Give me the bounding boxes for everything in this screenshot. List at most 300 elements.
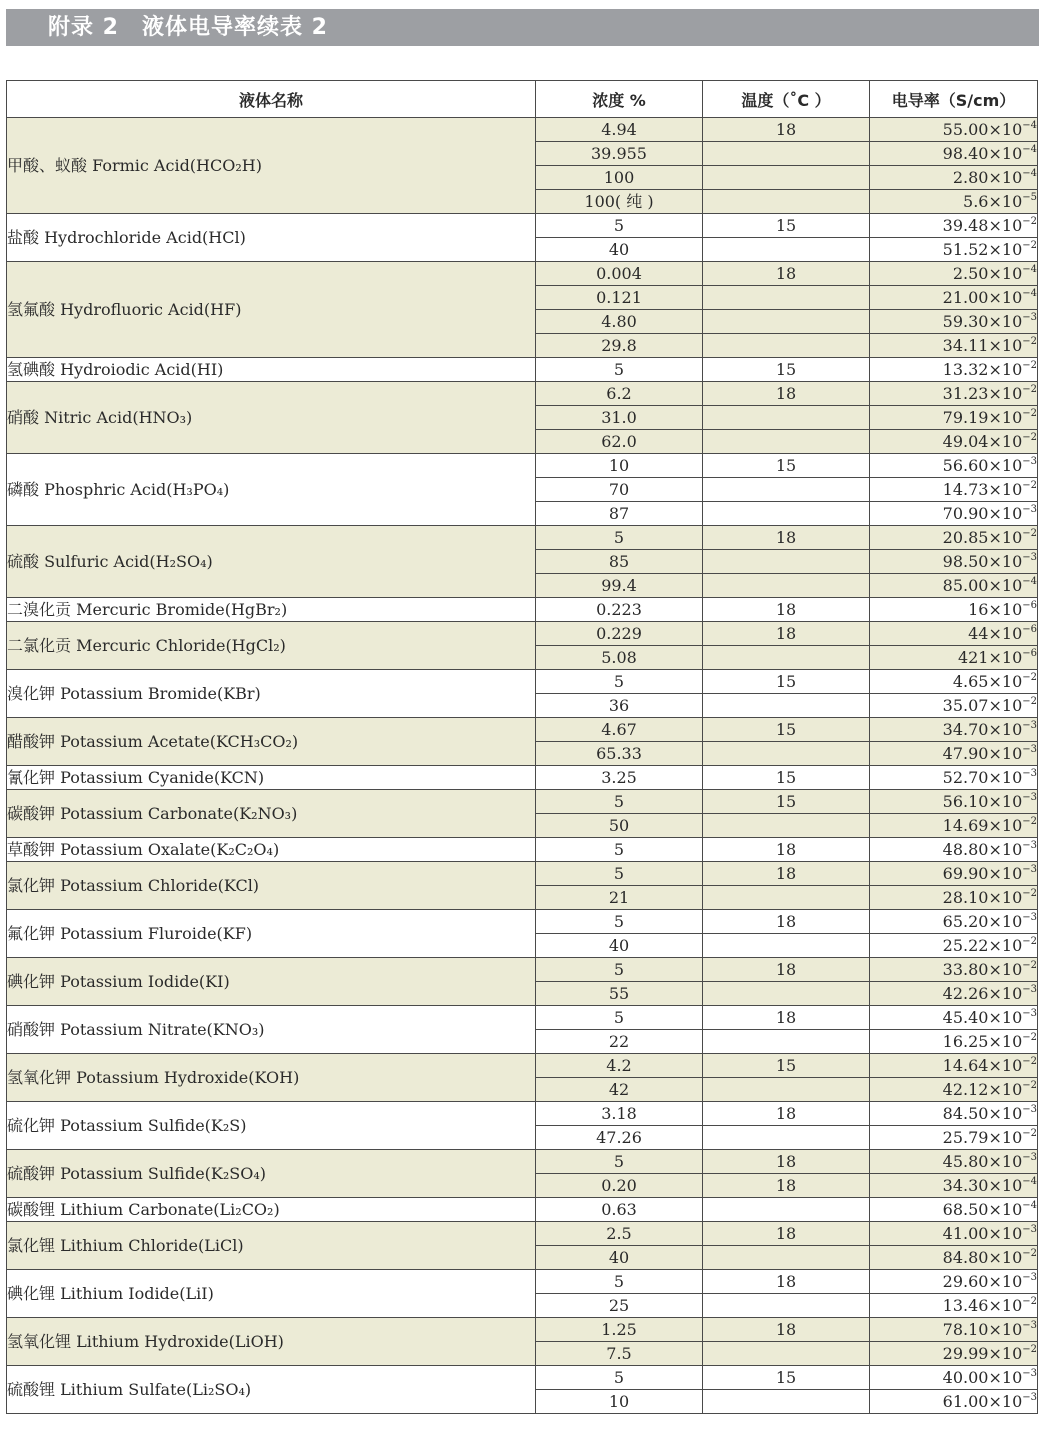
temperature-cell bbox=[703, 1294, 870, 1318]
concentration-cell: 5.08 bbox=[536, 646, 703, 670]
table-row bbox=[7, 1102, 1038, 1126]
table-row bbox=[7, 1366, 1038, 1390]
conductivity-mantissa: 70.90 bbox=[942, 504, 989, 523]
times-ten: ×10 bbox=[988, 624, 1023, 643]
concentration-cell: 31.0 bbox=[536, 406, 703, 430]
conductivity-exponent: −3 bbox=[1022, 504, 1037, 515]
conductivity-exponent: −4 bbox=[1022, 1200, 1037, 1211]
liquid-name: 磷酸 Phosphric Acid(H₃PO₄) bbox=[7, 454, 536, 526]
temperature-cell bbox=[703, 982, 870, 1006]
times-ten: ×10 bbox=[988, 1200, 1023, 1219]
concentration-cell: 0.20 bbox=[536, 1174, 703, 1198]
table-row bbox=[7, 262, 1038, 286]
times-ten: ×10 bbox=[988, 168, 1023, 187]
concentration-cell: 5 bbox=[536, 1270, 703, 1294]
temperature-cell bbox=[703, 190, 870, 214]
conductivity-cell bbox=[870, 334, 1038, 358]
table-row bbox=[7, 670, 1038, 694]
page-title: 附录 2 液体电导率续表 2 bbox=[48, 15, 328, 40]
concentration-cell: 5 bbox=[536, 862, 703, 886]
concentration-cell: 55 bbox=[536, 982, 703, 1006]
conductivity-mantissa: 56.60 bbox=[942, 456, 989, 475]
header-conductivity: 电导率（S/cm） bbox=[870, 81, 1038, 118]
temperature-cell bbox=[703, 694, 870, 718]
table-row bbox=[7, 526, 1038, 550]
conductivity-exponent: −2 bbox=[1022, 408, 1037, 419]
concentration-cell: 2.5 bbox=[536, 1222, 703, 1246]
conductivity-cell bbox=[870, 1174, 1038, 1198]
concentration-cell: 4.80 bbox=[536, 310, 703, 334]
conductivity-cell bbox=[870, 262, 1038, 286]
temperature-cell: 15 bbox=[703, 214, 870, 238]
temperature-cell: 18 bbox=[703, 1150, 870, 1174]
conductivity-exponent: −2 bbox=[1022, 888, 1037, 899]
conductivity-cell bbox=[870, 910, 1038, 934]
temperature-cell bbox=[703, 1198, 870, 1222]
temperature-cell: 15 bbox=[703, 1054, 870, 1078]
concentration-cell: 39.955 bbox=[536, 142, 703, 166]
concentration-cell: 0.004 bbox=[536, 262, 703, 286]
conductivity-mantissa: 25.22 bbox=[942, 936, 989, 955]
conductivity-cell bbox=[870, 670, 1038, 694]
temperature-cell: 15 bbox=[703, 718, 870, 742]
concentration-cell: 21 bbox=[536, 886, 703, 910]
times-ten: ×10 bbox=[988, 192, 1023, 211]
temperature-cell: 15 bbox=[703, 1366, 870, 1390]
conductivity-mantissa: 52.70 bbox=[942, 768, 989, 787]
conductivity-exponent: −3 bbox=[1022, 1392, 1037, 1403]
times-ten: ×10 bbox=[988, 1248, 1023, 1267]
times-ten: ×10 bbox=[988, 1320, 1023, 1339]
conductivity-exponent: −2 bbox=[1022, 1080, 1037, 1091]
conductivity-cell bbox=[870, 790, 1038, 814]
concentration-cell: 29.8 bbox=[536, 334, 703, 358]
conductivity-exponent: −2 bbox=[1022, 1032, 1037, 1043]
temperature-cell: 18 bbox=[703, 1174, 870, 1198]
conductivity-mantissa: 2.50 bbox=[952, 264, 989, 283]
times-ten: ×10 bbox=[988, 504, 1023, 523]
conductivity-mantissa: 79.19 bbox=[942, 408, 989, 427]
temperature-cell bbox=[703, 1030, 870, 1054]
conductivity-mantissa: 421 bbox=[957, 648, 989, 667]
concentration-cell: 40 bbox=[536, 1246, 703, 1270]
times-ten: ×10 bbox=[988, 1032, 1023, 1051]
concentration-cell: 47.26 bbox=[536, 1126, 703, 1150]
conductivity-mantissa: 34.70 bbox=[942, 720, 989, 739]
conductivity-mantissa: 13.32 bbox=[942, 360, 989, 379]
conductivity-exponent: −3 bbox=[1022, 1104, 1037, 1115]
times-ten: ×10 bbox=[988, 312, 1023, 331]
concentration-cell: 99.4 bbox=[536, 574, 703, 598]
conductivity-exponent: −3 bbox=[1022, 720, 1037, 731]
conductivity-cell bbox=[870, 574, 1038, 598]
conductivity-exponent: −2 bbox=[1022, 336, 1037, 347]
conductivity-mantissa: 33.80 bbox=[942, 960, 989, 979]
conductivity-mantissa: 45.40 bbox=[942, 1008, 989, 1027]
concentration-cell: 3.25 bbox=[536, 766, 703, 790]
conductivity-exponent: −3 bbox=[1022, 864, 1037, 875]
conductivity-mantissa: 35.07 bbox=[942, 696, 989, 715]
conductivity-mantissa: 34.11 bbox=[942, 336, 989, 355]
temperature-cell: 18 bbox=[703, 910, 870, 934]
conductivity-cell bbox=[870, 1222, 1038, 1246]
liquid-name: 碘化钾 Potassium Iodide(KI) bbox=[7, 958, 536, 1006]
liquid-name: 碳酸钾 Potassium Carbonate(K₂NO₃) bbox=[7, 790, 536, 838]
table-row bbox=[7, 766, 1038, 790]
conductivity-exponent: −3 bbox=[1022, 984, 1037, 995]
table-row bbox=[7, 958, 1038, 982]
temperature-cell bbox=[703, 478, 870, 502]
times-ten: ×10 bbox=[988, 216, 1023, 235]
conductivity-exponent: −6 bbox=[1022, 648, 1037, 659]
conductivity-cell bbox=[870, 166, 1038, 190]
conductivity-exponent: −3 bbox=[1022, 768, 1037, 779]
temperature-cell bbox=[703, 430, 870, 454]
times-ten: ×10 bbox=[988, 1272, 1023, 1291]
times-ten: ×10 bbox=[988, 528, 1023, 547]
conductivity-exponent: −3 bbox=[1022, 744, 1037, 755]
times-ten: ×10 bbox=[988, 1080, 1023, 1099]
times-ten: ×10 bbox=[988, 1104, 1023, 1123]
concentration-cell: 5 bbox=[536, 1366, 703, 1390]
temperature-cell: 18 bbox=[703, 526, 870, 550]
times-ten: ×10 bbox=[988, 432, 1023, 451]
temperature-cell bbox=[703, 286, 870, 310]
times-ten: ×10 bbox=[988, 552, 1023, 571]
conductivity-cell bbox=[870, 286, 1038, 310]
times-ten: ×10 bbox=[988, 240, 1023, 259]
concentration-cell: 7.5 bbox=[536, 1342, 703, 1366]
conductivity-mantissa: 31.23 bbox=[942, 384, 989, 403]
times-ten: ×10 bbox=[988, 1224, 1023, 1243]
conductivity-cell bbox=[870, 886, 1038, 910]
conductivity-cell bbox=[870, 1006, 1038, 1030]
conductivity-cell bbox=[870, 934, 1038, 958]
conductivity-mantissa: 14.73 bbox=[942, 480, 989, 499]
temperature-cell bbox=[703, 406, 870, 430]
conductivity-exponent: −3 bbox=[1022, 912, 1037, 923]
liquid-name: 氢氟酸 Hydrofluoric Acid(HF) bbox=[7, 262, 536, 358]
conductivity-exponent: −2 bbox=[1022, 1128, 1037, 1139]
table-row bbox=[7, 1150, 1038, 1174]
times-ten: ×10 bbox=[988, 288, 1023, 307]
times-ten: ×10 bbox=[988, 1056, 1023, 1075]
concentration-cell: 10 bbox=[536, 454, 703, 478]
conductivity-exponent: −2 bbox=[1022, 432, 1037, 443]
conductivity-exponent: −4 bbox=[1022, 288, 1037, 299]
conductivity-cell bbox=[870, 118, 1038, 142]
temperature-cell bbox=[703, 886, 870, 910]
liquid-name: 硫酸钾 Potassium Sulfide(K₂SO₄) bbox=[7, 1150, 536, 1198]
concentration-cell: 5 bbox=[536, 1006, 703, 1030]
temperature-cell bbox=[703, 1126, 870, 1150]
conductivity-exponent: −2 bbox=[1022, 384, 1037, 395]
conductivity-mantissa: 16 bbox=[968, 600, 989, 619]
temperature-cell bbox=[703, 1078, 870, 1102]
concentration-cell: 3.18 bbox=[536, 1102, 703, 1126]
table-row bbox=[7, 862, 1038, 886]
conductivity-exponent: −2 bbox=[1022, 480, 1037, 491]
conductivity-mantissa: 29.60 bbox=[942, 1272, 989, 1291]
conductivity-mantissa: 40.00 bbox=[942, 1368, 989, 1387]
conductivity-mantissa: 55.00 bbox=[942, 120, 989, 139]
conductivity-exponent: −2 bbox=[1022, 1296, 1037, 1307]
conductivity-exponent: −3 bbox=[1022, 312, 1037, 323]
temperature-cell: 18 bbox=[703, 598, 870, 622]
concentration-cell: 4.67 bbox=[536, 718, 703, 742]
conductivity-mantissa: 56.10 bbox=[942, 792, 989, 811]
times-ten: ×10 bbox=[988, 1344, 1023, 1363]
times-ten: ×10 bbox=[988, 984, 1023, 1003]
temperature-cell: 18 bbox=[703, 118, 870, 142]
conductivity-cell bbox=[870, 1270, 1038, 1294]
conductivity-exponent: −4 bbox=[1022, 576, 1037, 587]
times-ten: ×10 bbox=[988, 264, 1023, 283]
conductivity-mantissa: 13.46 bbox=[942, 1296, 989, 1315]
conductivity-table bbox=[6, 80, 1038, 1414]
conductivity-exponent: −3 bbox=[1022, 456, 1037, 467]
temperature-cell bbox=[703, 1390, 870, 1414]
conductivity-cell bbox=[870, 1198, 1038, 1222]
temperature-cell bbox=[703, 142, 870, 166]
conductivity-mantissa: 21.00 bbox=[942, 288, 989, 307]
concentration-cell: 4.94 bbox=[536, 118, 703, 142]
times-ten: ×10 bbox=[988, 456, 1023, 475]
conductivity-mantissa: 98.40 bbox=[942, 144, 989, 163]
liquid-name: 氯化锂 Lithium Chloride(LiCl) bbox=[7, 1222, 536, 1270]
table-row bbox=[7, 382, 1038, 406]
conductivity-cell bbox=[870, 526, 1038, 550]
table-body bbox=[7, 118, 1038, 1414]
conductivity-mantissa: 16.25 bbox=[942, 1032, 989, 1051]
conductivity-cell bbox=[870, 622, 1038, 646]
concentration-cell: 0.223 bbox=[536, 598, 703, 622]
temperature-cell bbox=[703, 934, 870, 958]
times-ten: ×10 bbox=[988, 672, 1023, 691]
temperature-cell: 18 bbox=[703, 382, 870, 406]
times-ten: ×10 bbox=[988, 912, 1023, 931]
liquid-name: 碳酸锂 Lithium Carbonate(Li₂CO₂) bbox=[7, 1198, 536, 1222]
conductivity-exponent: −2 bbox=[1022, 528, 1037, 539]
concentration-cell: 40 bbox=[536, 934, 703, 958]
temperature-cell: 18 bbox=[703, 838, 870, 862]
conductivity-exponent: −3 bbox=[1022, 1368, 1037, 1379]
conductivity-cell bbox=[870, 646, 1038, 670]
header-temperature: 温度（˚C ） bbox=[703, 81, 870, 118]
conductivity-mantissa: 45.80 bbox=[942, 1152, 989, 1171]
conductivity-mantissa: 85.00 bbox=[942, 576, 989, 595]
times-ten: ×10 bbox=[988, 816, 1023, 835]
concentration-cell: 0.63 bbox=[536, 1198, 703, 1222]
conductivity-cell bbox=[870, 838, 1038, 862]
table-header-row bbox=[7, 81, 1038, 118]
conductivity-exponent: −3 bbox=[1022, 1320, 1037, 1331]
concentration-cell: 25 bbox=[536, 1294, 703, 1318]
liquid-name: 氢氧化钾 Potassium Hydroxide(KOH) bbox=[7, 1054, 536, 1102]
times-ten: ×10 bbox=[988, 864, 1023, 883]
header-concentration: 浓度 % bbox=[536, 81, 703, 118]
conductivity-mantissa: 84.80 bbox=[942, 1248, 989, 1267]
concentration-cell: 5 bbox=[536, 790, 703, 814]
temperature-cell: 15 bbox=[703, 454, 870, 478]
concentration-cell: 87 bbox=[536, 502, 703, 526]
concentration-cell: 70 bbox=[536, 478, 703, 502]
table-row bbox=[7, 910, 1038, 934]
times-ten: ×10 bbox=[988, 792, 1023, 811]
temperature-cell bbox=[703, 742, 870, 766]
conductivity-mantissa: 98.50 bbox=[942, 552, 989, 571]
times-ten: ×10 bbox=[988, 480, 1023, 499]
liquid-name: 氯化钾 Potassium Chloride(KCl) bbox=[7, 862, 536, 910]
times-ten: ×10 bbox=[988, 768, 1023, 787]
temperature-cell: 18 bbox=[703, 622, 870, 646]
conductivity-cell bbox=[870, 1294, 1038, 1318]
times-ten: ×10 bbox=[988, 1152, 1023, 1171]
table-row bbox=[7, 1270, 1038, 1294]
conductivity-exponent: −2 bbox=[1022, 216, 1037, 227]
conductivity-cell bbox=[870, 1246, 1038, 1270]
conductivity-exponent: −4 bbox=[1022, 144, 1037, 155]
conductivity-mantissa: 47.90 bbox=[942, 744, 989, 763]
concentration-cell: 85 bbox=[536, 550, 703, 574]
concentration-cell: 1.25 bbox=[536, 1318, 703, 1342]
liquid-name: 氟化钾 Potassium Fluroide(KF) bbox=[7, 910, 536, 958]
conductivity-cell bbox=[870, 214, 1038, 238]
conductivity-cell bbox=[870, 502, 1038, 526]
concentration-cell: 5 bbox=[536, 910, 703, 934]
concentration-cell: 0.121 bbox=[536, 286, 703, 310]
times-ten: ×10 bbox=[988, 1008, 1023, 1027]
conductivity-mantissa: 49.04 bbox=[942, 432, 989, 451]
temperature-cell: 18 bbox=[703, 1318, 870, 1342]
concentration-cell: 10 bbox=[536, 1390, 703, 1414]
table-row bbox=[7, 598, 1038, 622]
table-row bbox=[7, 1222, 1038, 1246]
conductivity-cell bbox=[870, 382, 1038, 406]
times-ten: ×10 bbox=[988, 1128, 1023, 1147]
times-ten: ×10 bbox=[988, 576, 1023, 595]
conductivity-exponent: −2 bbox=[1022, 696, 1037, 707]
conductivity-cell bbox=[870, 142, 1038, 166]
liquid-name: 二氯化贡 Mercuric Chloride(HgCl₂) bbox=[7, 622, 536, 670]
conductivity-cell bbox=[870, 1030, 1038, 1054]
conductivity-exponent: −3 bbox=[1022, 1008, 1037, 1019]
conductivity-mantissa: 2.80 bbox=[952, 168, 989, 187]
concentration-cell: 40 bbox=[536, 238, 703, 262]
concentration-cell: 100 bbox=[536, 166, 703, 190]
table-row bbox=[7, 118, 1038, 142]
liquid-name: 硫酸 Sulfuric Acid(H₂SO₄) bbox=[7, 526, 536, 598]
conductivity-mantissa: 68.50 bbox=[942, 1200, 989, 1219]
times-ten: ×10 bbox=[988, 744, 1023, 763]
times-ten: ×10 bbox=[988, 408, 1023, 427]
temperature-cell: 18 bbox=[703, 262, 870, 286]
conductivity-cell bbox=[870, 1390, 1038, 1414]
times-ten: ×10 bbox=[988, 696, 1023, 715]
times-ten: ×10 bbox=[988, 384, 1023, 403]
times-ten: ×10 bbox=[988, 936, 1023, 955]
conductivity-cell bbox=[870, 1318, 1038, 1342]
conductivity-mantissa: 20.85 bbox=[942, 528, 989, 547]
conductivity-mantissa: 69.90 bbox=[942, 864, 989, 883]
conductivity-cell bbox=[870, 310, 1038, 334]
times-ten: ×10 bbox=[988, 600, 1023, 619]
conductivity-cell bbox=[870, 358, 1038, 382]
liquid-name: 溴化钾 Potassium Bromide(KBr) bbox=[7, 670, 536, 718]
concentration-cell: 5 bbox=[536, 214, 703, 238]
liquid-name: 氢碘酸 Hydroiodic Acid(HI) bbox=[7, 358, 536, 382]
conductivity-mantissa: 51.52 bbox=[942, 240, 989, 259]
conductivity-mantissa: 39.48 bbox=[942, 216, 989, 235]
conductivity-exponent: −5 bbox=[1022, 192, 1037, 203]
conductivity-mantissa: 14.64 bbox=[942, 1056, 989, 1075]
concentration-cell: 36 bbox=[536, 694, 703, 718]
temperature-cell: 15 bbox=[703, 766, 870, 790]
conductivity-cell bbox=[870, 982, 1038, 1006]
conductivity-exponent: −3 bbox=[1022, 1224, 1037, 1235]
conductivity-cell bbox=[870, 718, 1038, 742]
conductivity-cell bbox=[870, 1366, 1038, 1390]
conductivity-exponent: −4 bbox=[1022, 1176, 1037, 1187]
table-row bbox=[7, 1006, 1038, 1030]
temperature-cell bbox=[703, 814, 870, 838]
concentration-cell: 62.0 bbox=[536, 430, 703, 454]
concentration-cell: 4.2 bbox=[536, 1054, 703, 1078]
liquid-name: 甲酸、蚁酸 Formic Acid(HCO₂H) bbox=[7, 118, 536, 214]
conductivity-mantissa: 41.00 bbox=[942, 1224, 989, 1243]
times-ten: ×10 bbox=[988, 648, 1023, 667]
table-row bbox=[7, 1054, 1038, 1078]
table-row bbox=[7, 718, 1038, 742]
conductivity-mantissa: 78.10 bbox=[942, 1320, 989, 1339]
header-name: 液体名称 bbox=[7, 81, 536, 118]
conductivity-exponent: −2 bbox=[1022, 1248, 1037, 1259]
liquid-name: 硝酸钾 Potassium Nitrate(KNO₃) bbox=[7, 1006, 536, 1054]
conductivity-cell bbox=[870, 1150, 1038, 1174]
conductivity-exponent: −2 bbox=[1022, 360, 1037, 371]
times-ten: ×10 bbox=[988, 1368, 1023, 1387]
temperature-cell: 15 bbox=[703, 790, 870, 814]
temperature-cell bbox=[703, 238, 870, 262]
times-ten: ×10 bbox=[988, 960, 1023, 979]
temperature-cell: 15 bbox=[703, 670, 870, 694]
conductivity-cell bbox=[870, 1054, 1038, 1078]
times-ten: ×10 bbox=[988, 888, 1023, 907]
times-ten: ×10 bbox=[988, 336, 1023, 355]
conductivity-mantissa: 61.00 bbox=[942, 1392, 989, 1411]
conductivity-exponent: −3 bbox=[1022, 552, 1037, 563]
times-ten: ×10 bbox=[988, 1296, 1023, 1315]
times-ten: ×10 bbox=[988, 720, 1023, 739]
times-ten: ×10 bbox=[988, 1392, 1023, 1411]
liquid-name: 硫化钾 Potassium Sulfide(K₂S) bbox=[7, 1102, 536, 1150]
concentration-cell: 5 bbox=[536, 838, 703, 862]
concentration-cell: 22 bbox=[536, 1030, 703, 1054]
conductivity-cell bbox=[870, 1102, 1038, 1126]
conductivity-exponent: −2 bbox=[1022, 816, 1037, 827]
liquid-name: 碘化锂 Lithium Iodide(LiI) bbox=[7, 1270, 536, 1318]
conductivity-exponent: −3 bbox=[1022, 1272, 1037, 1283]
conductivity-cell bbox=[870, 1342, 1038, 1366]
conductivity-mantissa: 14.69 bbox=[942, 816, 989, 835]
conductivity-cell bbox=[870, 190, 1038, 214]
conductivity-mantissa: 25.79 bbox=[942, 1128, 989, 1147]
temperature-cell: 18 bbox=[703, 958, 870, 982]
conductivity-mantissa: 42.12 bbox=[942, 1080, 989, 1099]
concentration-cell: 5 bbox=[536, 958, 703, 982]
temperature-cell: 18 bbox=[703, 1222, 870, 1246]
concentration-cell: 5 bbox=[536, 670, 703, 694]
